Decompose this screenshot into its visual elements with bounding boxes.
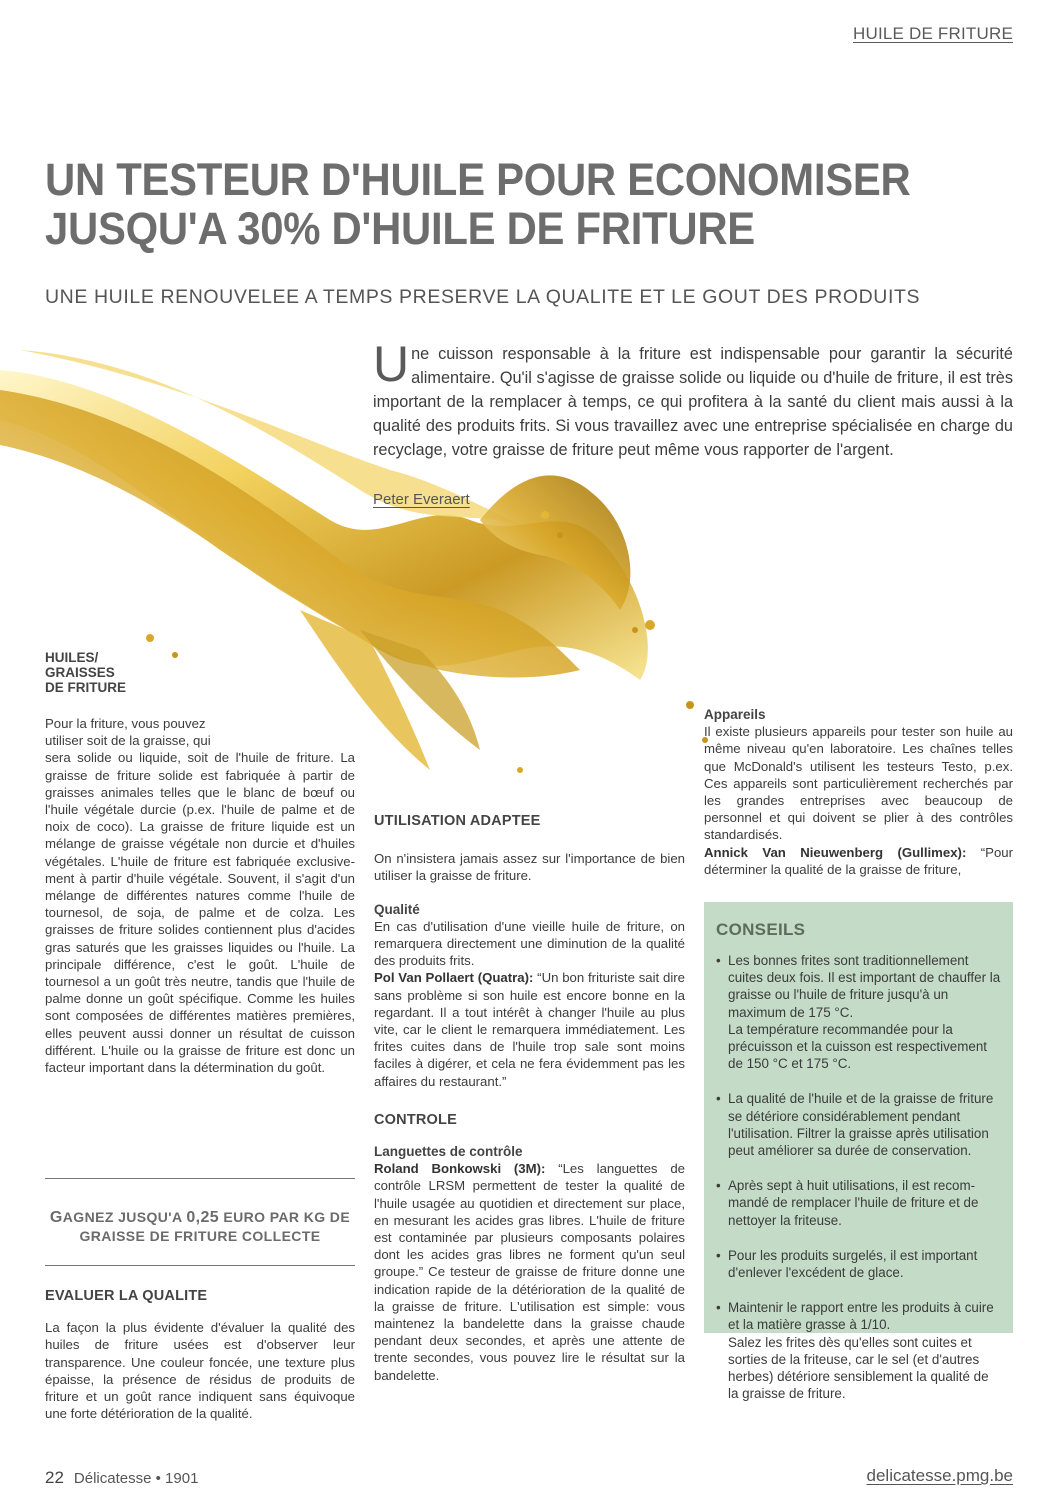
section-evaluer: [45, 1288, 355, 1422]
heading-utilisation: UTILISATION ADAPTEE: [374, 813, 541, 829]
column-3: [704, 706, 1013, 878]
oil-droplet: [146, 634, 154, 642]
quote-initial: G: [49, 1209, 63, 1226]
website-link[interactable]: delicatesse.pmg.be: [866, 1466, 1013, 1485]
heading-evaluer: EVALUER LA QUALITE: [45, 1288, 208, 1304]
subheading-languettes: Languettes de contrôle: [374, 1144, 523, 1160]
list-item-text: Maintenir le rapport entre les produits à cuire et la matière grasse à 1/10.: [728, 1300, 994, 1333]
heading-controle: CONTROLE: [374, 1111, 457, 1128]
drop-cap: U: [373, 336, 410, 392]
oil-droplet: [686, 701, 694, 709]
list-item-text: Pour les produits surgelés, il est important d'enlever l'excédent de glace.: [728, 1247, 978, 1281]
title-line-1: UN TESTEUR D'HUILE POUR ECONOMISER: [45, 154, 911, 205]
list-item-text: Après sept à huit utilisations, il est recommandé de remplacer l'huile de friture et de nettoyer la friteuse.: [728, 1178, 979, 1228]
list-item: [716, 1177, 1001, 1229]
title-line-2: JUSQU'A 30% D'HUILE DE FRITURE: [45, 203, 755, 254]
text-line: utiliser soit de la graisse, qui: [45, 733, 211, 749]
paragraph-pol: [374, 969, 685, 1089]
paragraph-qualite: En cas d'utilisation d'une vieille huile de friture, on remarquera directement une diminution de la qualité des produits frits.: [374, 918, 685, 969]
list-item-text: La qualité de l'huile et de la graisse de friture se détériore considérablement pendant l'utilisation. Filtrer la graisse après utilisation peut améliorer sa durée de conservation.: [728, 1091, 994, 1159]
paragraph-evaluer: La façon la plus évidente d'évaluer la qualité des huiles de friture usées est d'observer leur transparence. Une couleur foncée, une texture plus épaisse, la présence de résidus de produits de friture et un goût rance indiquent sans équivoque une forte détérioration de la qualité.: [45, 1320, 355, 1422]
column-1: [45, 650, 355, 1076]
speaker-quote: “Pour déterminer la qualité de la graisse de friture,: [704, 844, 1014, 877]
speaker-quote: “Un bon frituriste sait dire sans problème si son huile est encore bonne en la regardant. Il a tout intérêt à changer l'huile au plus vite, car le client le remarquera immédiatement. Les frites cuites dans de l'huile trop sale sont moins faciles à digérer, et cela ne fera évidemment pas les affaires du restaurant.”: [374, 970, 685, 1089]
oil-droplet: [632, 627, 638, 633]
speaker-name: Roland Bonkowski (3M):: [374, 1161, 546, 1177]
paragraph-roland: [374, 1160, 685, 1384]
conseils-title: CONSEILS: [716, 920, 806, 939]
oil-droplet: [517, 767, 523, 773]
list-item-text: Les bonnes frites sont traditionnellement cuites deux fois. Il est important de chauffer la graisse ou l'huile de friture jusqu'à un maximum de 175 °C.: [728, 953, 1001, 1020]
speaker-name: Pol Van Pollaert (Quatra):: [374, 970, 534, 986]
subheading-qualite: Qualité: [374, 901, 420, 917]
page-number: 22: [45, 1468, 64, 1487]
list-item: [716, 1299, 1001, 1402]
divider-bottom: [45, 1265, 355, 1266]
quote-text: AGNEZ JUSQU'A: [62, 1209, 187, 1225]
subheading-appareils: Appareils: [704, 707, 766, 722]
paragraph-utilisation: On n'insistera jamais assez sur l'importance de bien utiliser la graisse de friture.: [374, 851, 685, 884]
list-item-text: La température recommandée pour la précuisson et la cuisson est respectivement de 150 °C et 175 °C.: [728, 1021, 988, 1072]
divider-top: [45, 1178, 355, 1179]
magazine-name: Délicatesse • 1901: [73, 1470, 199, 1487]
paragraph-intro: [45, 715, 355, 749]
quote-text: EURO PAR KG DE: [219, 1209, 351, 1225]
paragraph-annick: [704, 844, 1013, 878]
list-item-text: Salez les frites dès qu'elles sont cuites et sorties de la friteuse, car le sel (et d'autres herbes) détériore sensiblement la qualité de la graisse de friture.: [728, 1334, 989, 1402]
heading-line: GRAISSES: [45, 665, 115, 680]
column-2: [374, 813, 685, 1384]
author-link[interactable]: Peter Everaert: [373, 491, 470, 508]
paragraph-appareils: Il existe plusieurs appareils pour tester son huile au même niveau qu'en laboratoire. Les chaînes telles que McDonald's utilisent les testeurs Testo, p.ex. Ces appareils sont particulièrement recherchés par les grandes entreprises avec beaucoup de personnel et qui doivent se plier à des contrôles standardisés.: [704, 724, 1013, 843]
heading-line: HUILES/: [45, 650, 99, 665]
speaker-name: Annick Van Nieuwenberg (Gullimex):: [704, 844, 967, 860]
pull-quote: [45, 1208, 355, 1246]
lead-text: ne cuisson responsable à la friture est indispensable pour garantir la sécurité alimentaire. Qu'il s'agisse de graisse solide ou liquide ou d'huile de friture, il est très important de la remplacer à temps, ce qui profitera à la santé du client mais aussi à la qualité des produits frits. Si vous travaillez avec une entreprise spécialisée en charge du recyclage, votre graisse de friture peut même vous rapporter de l'argent.: [373, 345, 1013, 459]
heading-huiles: [45, 650, 355, 695]
list-item: [716, 1247, 1001, 1281]
oil-droplet: [541, 511, 549, 519]
paragraph-huiles: sera solide ou liquide, soit de l'huile de friture. La graisse de friture solide est fabriquée à partir de graisses animales telles que le blanc de bœuf ou l'huile végétale durcie (p.ex. l'huile de palme et de noix de coco). La graisse de friture liquide est un mélange de graisse végétale non durcie et d'huiles végétales. L'huile de friture est fabriquée exclusivement à partir d'huile végétale. Souvent, il s'agit d'un mélange de différentes natures comme l'huile de tournesol, de soja, de palme et de colza. Les graisses de friture solides contiennent plus d'acides gras saturés que les graisses liquides ou l'huile. La principale différence, c'est le goût. L'huile de tournesol a un goût très neutre, tandis que l'huile de palme donne un goût spécifique. Comme les huiles sont composées de différentes matières premières, elles peuvent aussi donner un résultat de cuisson différent. L'huile ou la graisse de friture est donc un facteur important dans la détermination du goût.: [45, 750, 355, 1076]
section-tag[interactable]: HUILE DE FRITURE: [853, 24, 1013, 43]
footer-left: [45, 1468, 198, 1488]
speaker-quote: “Les languettes de contrôle LRSM permettent de tester la qualité de l'huile usagée au quotidien et directement sur place, en mesurant les acides gras libres. L'huile de friture est contaminée par plusieurs composants polaires dont les acides gras libres ne forment qu'un seul groupe.” Ce testeur de graisse de friture donne une indication rapide de la détérioration de la qualité de la graisse de friture. L'utilisation est simple: vous maintenez la bandelette dans la graisse chaude pendant deux secondes, et après une attente de trente secondes, vous pouvez lire le résultat sur la bandelette.: [374, 1161, 685, 1383]
oil-droplet: [557, 532, 563, 538]
conseils-box: [704, 902, 1013, 1402]
quote-text: GRAISSE DE FRITURE COLLECTE: [79, 1228, 321, 1244]
list-item: [716, 952, 1001, 1072]
list-item: [716, 1090, 1001, 1159]
article-lead: [373, 336, 1013, 462]
article-subtitle: UNE HUILE RENOUVELEE A TEMPS PRESERVE LA QUALITE ET LE GOUT DES PRODUITS: [45, 286, 921, 308]
quote-amount: 0,25: [186, 1209, 220, 1226]
text-line: Pour la friture, vous pouvez: [45, 716, 206, 731]
conseils-list: [716, 952, 1001, 1402]
oil-droplet: [645, 620, 655, 630]
heading-line: DE FRITURE: [45, 680, 126, 695]
article-title: [45, 155, 956, 253]
